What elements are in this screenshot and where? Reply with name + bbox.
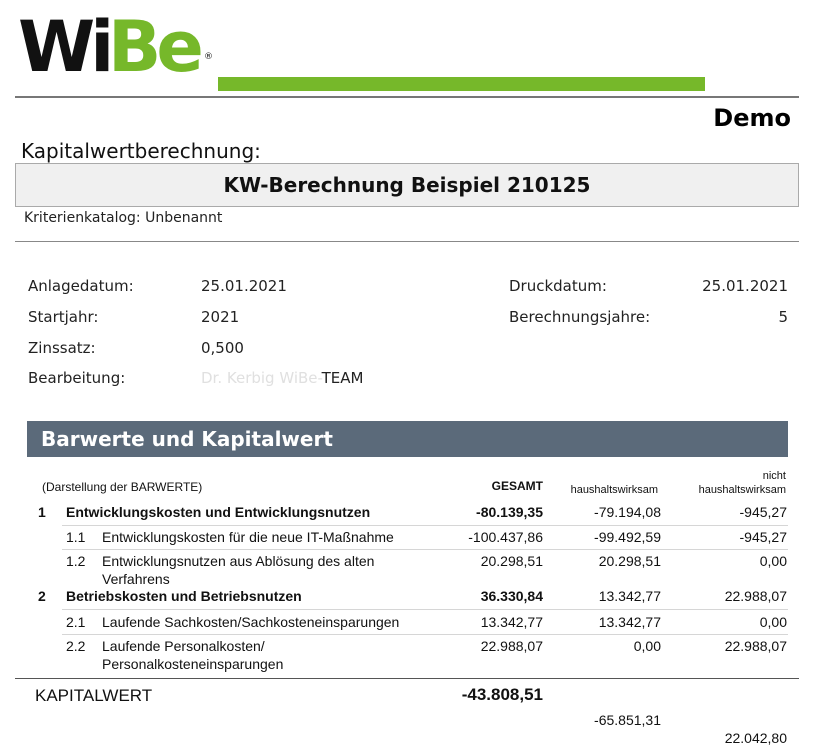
row-2-num: 2: [38, 588, 46, 604]
row-1-1-label: Entwicklungskosten für die neue IT-Maßnahme: [102, 529, 394, 545]
anlagedatum-label: Anlagedatum:: [28, 277, 134, 295]
kapitalwert-hh: -65.851,31: [594, 712, 661, 728]
zinssatz-value: 0,500: [201, 339, 244, 357]
row-2-1-nhh: 0,00: [759, 614, 787, 630]
row-1-2-nhh: 0,00: [759, 553, 787, 569]
row-divider: [62, 634, 788, 635]
meta-divider: [15, 241, 799, 242]
row-1-label: Entwicklungskosten und Entwicklungsnutzen: [66, 504, 371, 520]
row-1-num: 1: [38, 504, 46, 520]
kapitalwert-label: KAPITALWERT: [35, 686, 153, 705]
row-2-nhh: 22.988,07: [724, 588, 787, 604]
row-1-1-num: 1.1: [66, 529, 86, 545]
demo-label: Demo: [713, 104, 791, 132]
row-divider: [62, 609, 788, 610]
startjahr-value: 2021: [201, 308, 240, 326]
col-header-gesamt: GESAMT: [491, 479, 543, 493]
startjahr-label: Startjahr:: [28, 308, 99, 326]
druckdatum-label: Druckdatum:: [509, 277, 607, 295]
row-divider: [62, 549, 788, 550]
row-2-2-label-line1: Laufende Personalkosten/: [102, 638, 265, 654]
bearbeitung-blurred: Dr. Kerbig WiBe-: [201, 369, 322, 387]
col-header-haushaltswirksam: haushaltswirksam: [570, 484, 658, 496]
page-heading: Kapitalwertberechnung:: [21, 139, 261, 163]
section-title-bar: Barwerte und Kapitalwert: [27, 421, 788, 457]
row-1-nhh: -945,27: [739, 504, 787, 520]
row-2-hh: 13.342,77: [598, 588, 661, 604]
row-2-2-hh: 0,00: [633, 638, 661, 654]
row-1-2-label-line2: Verfahrens: [102, 571, 170, 587]
col-header-nicht-haushaltswirksam: haushaltswirksam: [698, 484, 786, 496]
row-divider: [62, 525, 788, 526]
row-1-2-hh: 20.298,51: [598, 553, 661, 569]
col-header-nicht: nicht: [762, 470, 786, 482]
row-2-gesamt: 36.330,84: [480, 588, 543, 604]
row-2-1-label: Laufende Sachkosten/Sachkosteneinsparungen: [102, 614, 400, 630]
berechnungsjahre-value: 5: [778, 308, 788, 326]
criteria-catalog: Kriterienkatalog: Unbenannt: [24, 210, 223, 226]
row-2-2-nhh: 22.988,07: [724, 638, 787, 654]
row-1-2-num: 1.2: [66, 553, 86, 569]
registered-mark: ®: [204, 52, 213, 62]
row-2-2-label-line2: Personalkosteneinsparungen: [102, 656, 284, 672]
row-1-1-gesamt: -100.437,86: [468, 529, 543, 545]
row-2-1-hh: 13.342,77: [598, 614, 661, 630]
row-1-hh: -79.194,08: [594, 504, 661, 520]
berechnungsjahre-label: Berechnungsjahre:: [509, 308, 651, 326]
row-2-2-gesamt: 22.988,07: [480, 638, 543, 654]
row-2-label: Betriebskosten und Betriebsnutzen: [66, 588, 302, 604]
row-1-2-gesamt: 20.298,51: [480, 553, 543, 569]
anlagedatum-value: 25.01.2021: [201, 277, 287, 295]
row-1-gesamt: -80.139,35: [476, 504, 543, 520]
kapitalwert-nhh: 22.042,80: [724, 730, 787, 746]
darstellung-note: (Darstellung der BARWERTE): [42, 480, 203, 494]
bearbeitung-label: Bearbeitung:: [28, 369, 126, 387]
kapitalwert-gesamt: -43.808,51: [461, 685, 543, 704]
row-1-1-nhh: -945,27: [739, 529, 787, 545]
brand-green-bar: [218, 77, 705, 91]
row-2-1-gesamt: 13.342,77: [480, 614, 543, 630]
logo-be: Be: [108, 6, 199, 88]
bearbeitung-team: TEAM: [321, 369, 364, 387]
row-1-2-label-line1: Entwicklungsnutzen aus Ablösung des alten: [102, 553, 375, 569]
druckdatum-value: 25.01.2021: [702, 277, 788, 295]
zinssatz-label: Zinssatz:: [28, 339, 96, 357]
wibe-logo: [18, 6, 218, 94]
row-1-1-hh: -99.492,59: [594, 529, 661, 545]
row-2-1-num: 2.1: [66, 614, 86, 630]
bearbeitung-value: [201, 369, 363, 387]
total-divider: [15, 678, 799, 679]
header-divider: [15, 96, 799, 98]
row-2-2-num: 2.2: [66, 638, 86, 654]
logo-wi: Wi: [18, 6, 110, 88]
calculation-title: KW-Berechnung Beispiel 210125: [15, 163, 799, 207]
